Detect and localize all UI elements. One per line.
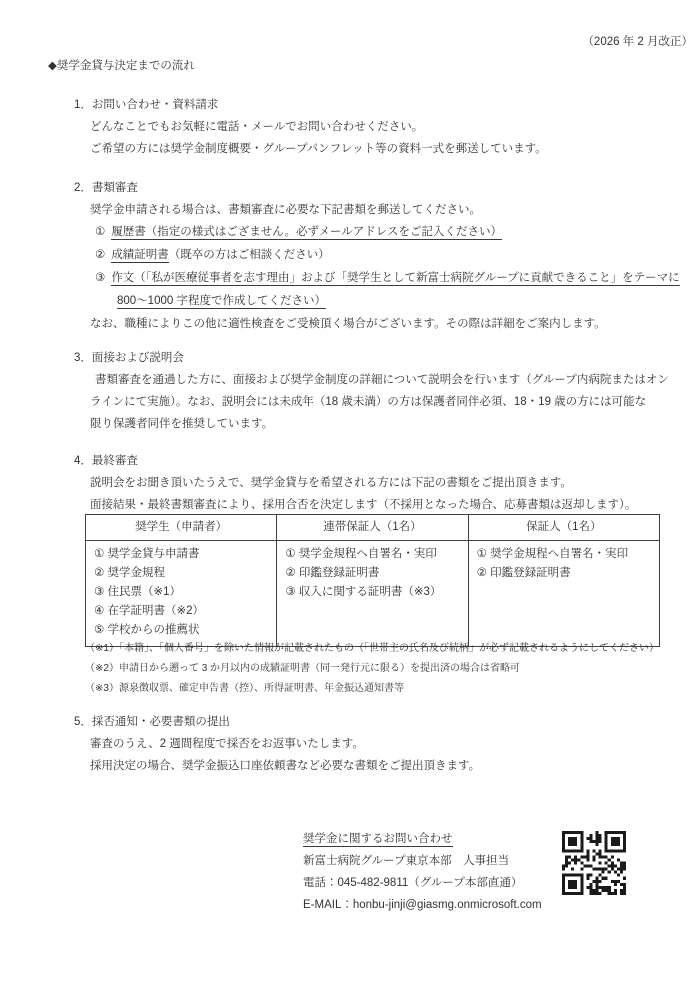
- contact-email: E-MAIL：honbu-jinji@giasmg.onmicrosoft.com: [303, 899, 542, 911]
- section-4-heading: 4．最終審査: [74, 455, 138, 467]
- required-documents-table: [85, 514, 660, 647]
- document-item-1: [95, 223, 502, 239]
- section-1-heading: 1．お問い合わせ・資料請求: [74, 99, 219, 111]
- section-4-line-2: 面接結果・最終書類審査により、採用合否を決定します（不採用となった場合、応募書類は返却します）。: [90, 499, 637, 511]
- table-column-applicant: [86, 515, 276, 646]
- document-item-3: [95, 269, 680, 285]
- table-header-guarantor: 保証人（1名）: [469, 515, 659, 541]
- section-5-line-2: 採用決定の場合、奨学金振込口座依頼書など必要な書類をご提出頂きます。: [90, 760, 481, 772]
- document-item-3-line-2: 800～1000 字程度で作成してください）: [117, 295, 326, 307]
- document-item-3-continued: [117, 292, 326, 308]
- footnote-3: （※3）源泉徴収票、確定申告書（控）、所得証明書、年金振込通知書等: [85, 683, 404, 694]
- document-item-2-name: 成績証明書: [111, 249, 169, 261]
- table-header-joint-guarantor: 連帯保証人（1名）: [277, 515, 467, 541]
- table-row: ① 奨学金規程へ自署名・実印: [285, 548, 437, 560]
- qr-code: [562, 831, 626, 895]
- table-row: ⑤ 学校からの推薦状: [94, 624, 200, 636]
- table-header-applicant: 奨学生（申請者）: [86, 515, 276, 541]
- table-row: ④ 在学証明書（※2）: [94, 605, 205, 617]
- document-item-2-note: （既卒の方はご相談ください）: [168, 249, 330, 261]
- table-row: ② 印鑑登録証明書: [476, 567, 571, 579]
- circled-2-icon: ②: [95, 249, 106, 261]
- section-2-note: なお、職種によりこの他に適性検査をご受検頂く場合がございます。その際は詳細をご案内します。: [90, 318, 606, 330]
- table-cell: [86, 541, 276, 646]
- section-3-line-2: ラインにて実施）。なお、説明会には未成年（18 歳未満）の方は保護者同伴必須、18・19 歳の方には可能な: [90, 396, 647, 408]
- footnote-2: （※2）申請日から遡って 3 か月以内の成績証明書（同一発行元に限る）を提出済の場合は省略可: [85, 663, 521, 674]
- section-3-line-1: 書類審査を通過した方に、面接および奨学金制度の詳細について説明会を行います（グループ内病院またはオン: [95, 374, 669, 386]
- section-5-heading: 5．採否通知・必要書類の提出: [74, 716, 230, 728]
- document-item-1-text: 履歴書（指定の様式はござません。必ずメールアドレスをご記入ください）: [111, 226, 502, 238]
- section-2-lead: 奨学金申請される場合は、書類審査に必要な下記書類を郵送してください。: [90, 204, 481, 216]
- table-column-guarantor: [468, 515, 659, 646]
- document-item-3-line-1: 作文（「私が医療従事者を志す理由」および「奨学生として新富士病院グループに貢献できること」をテーマに: [111, 272, 680, 284]
- table-cell: [277, 541, 467, 639]
- section-1-line-2: ご希望の方には奨学金制度概要・グループパンフレット等の資料一式を郵送しています。: [90, 143, 547, 155]
- table-column-joint-guarantor: [276, 515, 467, 646]
- contact-heading-wrap: [303, 830, 453, 846]
- section-5-line-1: 審査のうえ、2 週間程度で採否をお返事いたします。: [90, 738, 364, 750]
- document-item-2: [95, 246, 330, 262]
- section-3-heading: 3．面接および説明会: [74, 352, 184, 364]
- revision-date: （2026 年 2 月改正）: [582, 36, 693, 48]
- section-2-heading: 2．書類審査: [74, 182, 138, 194]
- footnote-1: （※1）「本籍」、「個人番号」を除いた情報が記載されたもの（「世帯主の氏名及び続柄」が必ず記載されるようにしてください）: [85, 643, 659, 654]
- table-row: ③ 住民票（※1）: [94, 586, 182, 598]
- table-row: ① 奨学金規程へ自署名・実印: [476, 548, 629, 560]
- section-4-line-1: 説明会をお聞き頂いたうえで、奨学金貸与を希望される方には下記の書類をご提出頂きます。: [90, 477, 572, 489]
- circled-3-icon: ③: [95, 272, 106, 284]
- table-row: ② 印鑑登録証明書: [285, 567, 380, 579]
- table-cell: [469, 541, 659, 639]
- section-1-line-1: どんなことでもお気軽に電話・メールでお問い合わせください。: [90, 121, 424, 133]
- table-row: ② 奨学金規程: [94, 567, 166, 579]
- section-3-line-3: 限り保護者同伴を推奨しています。: [90, 418, 274, 430]
- page-title: ◆奨学金貸与決定までの流れ: [48, 60, 195, 72]
- contact-phone: 電話：045-482-9811（グループ本部直通）: [303, 877, 523, 889]
- circled-1-icon: ①: [95, 226, 106, 238]
- table-row: ③ 収入に関する証明書（※3）: [285, 586, 442, 598]
- contact-heading: 奨学金に関するお問い合わせ: [303, 833, 453, 845]
- contact-organization: 新富士病院グループ東京本部 人事担当: [303, 855, 510, 867]
- table-row: ① 奨学金貸与申請書: [94, 548, 200, 560]
